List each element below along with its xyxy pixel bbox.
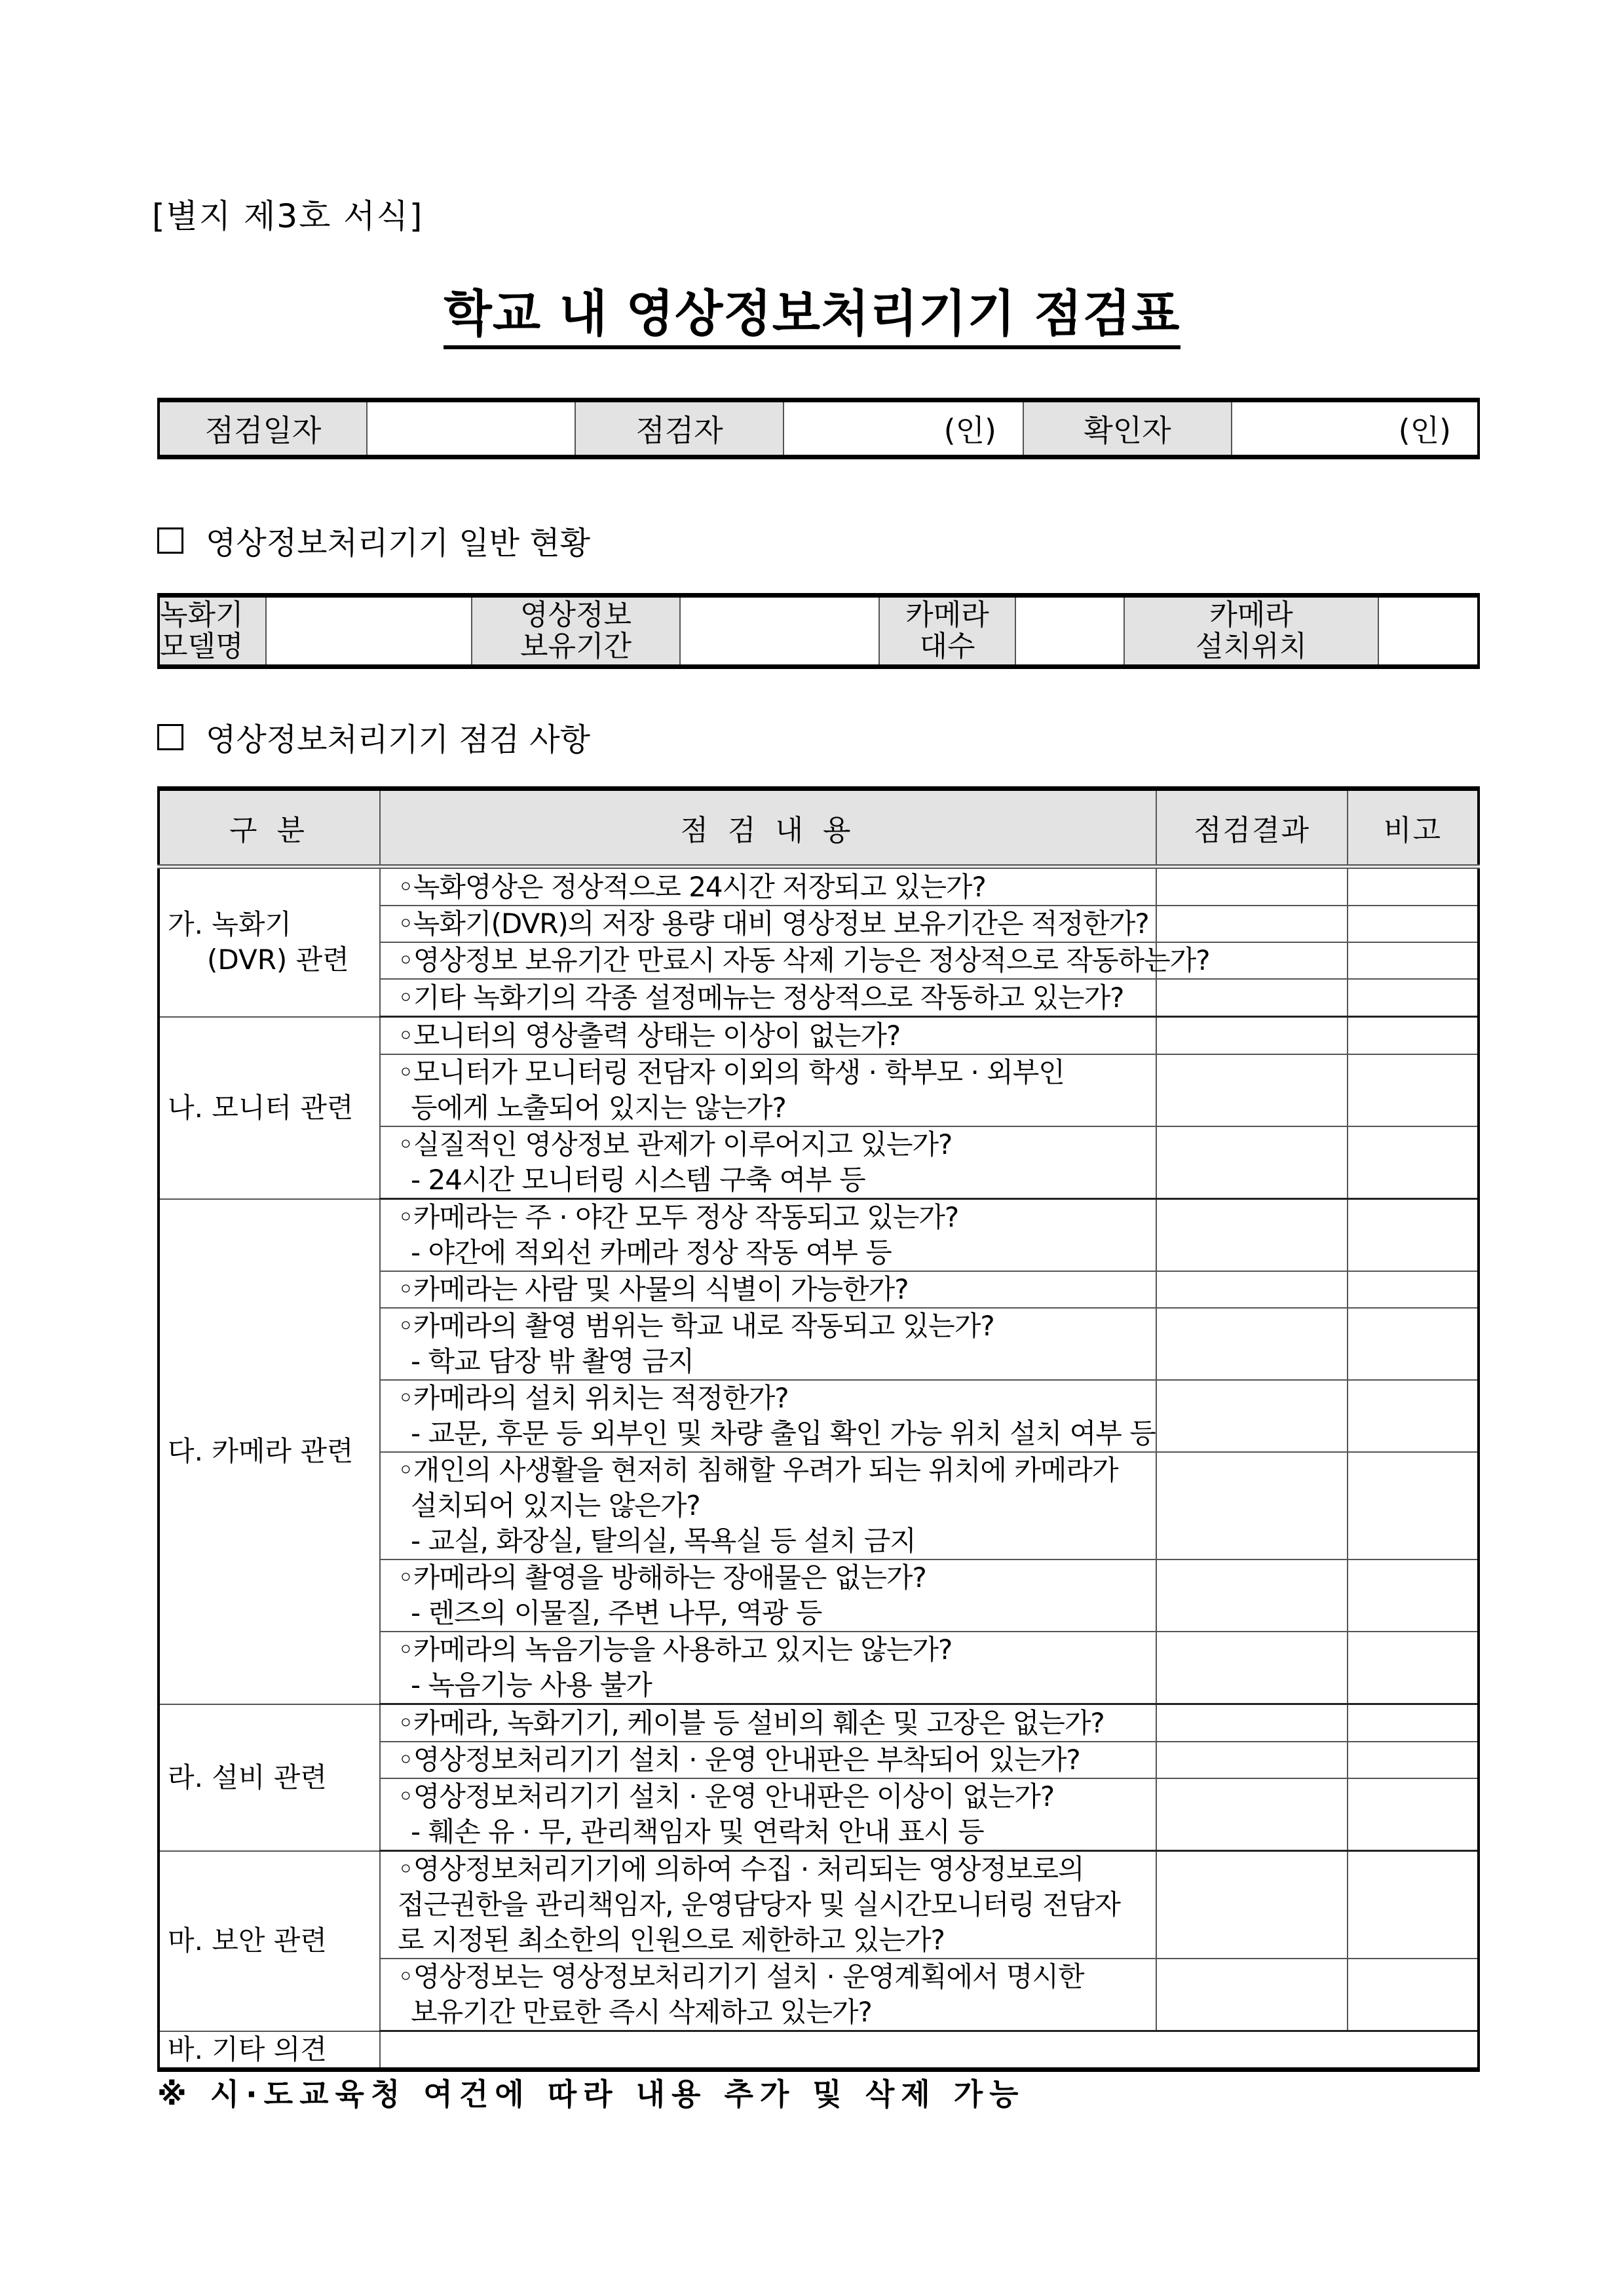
remarks-field[interactable] xyxy=(1348,1271,1479,1308)
dvr-model-field[interactable] xyxy=(266,596,472,667)
checklist-item-text: ◦카메라는 주 · 야간 모두 정상 작동되고 있는가? xyxy=(398,1201,959,1233)
checklist-item-content xyxy=(380,942,1210,979)
inspector-label: 점검자 xyxy=(575,400,784,457)
checklist-item-content xyxy=(380,1271,1156,1308)
camera-count-label: 카메라 대수 xyxy=(879,596,1015,667)
inspection-result-field[interactable] xyxy=(1156,1452,1348,1559)
table-row xyxy=(159,1017,1479,1055)
checklist-item-content xyxy=(380,1017,1156,1055)
checklist-item-text: - 훼손 유 · 무, 관리책임자 및 연락처 안내 표시 등 xyxy=(411,1816,984,1848)
general-status-table xyxy=(157,593,1480,669)
column-header-category: 구 분 xyxy=(159,789,380,867)
remarks-field[interactable] xyxy=(1348,1380,1479,1452)
inspection-result-field[interactable] xyxy=(1156,1742,1348,1778)
confirmer-signature-field[interactable]: (인) xyxy=(1232,400,1479,457)
checklist-item-text: ◦모니터가 모니터링 전담자 이외의 학생 · 학부모 · 외부인 xyxy=(398,1056,1065,1088)
remarks-field[interactable] xyxy=(1348,1778,1479,1851)
checklist-item-content xyxy=(380,1559,1156,1632)
remarks-field[interactable] xyxy=(1348,1851,1479,1959)
checklist-item-text: 접근권한을 관리책임자, 운영담당자 및 실시간모니터링 전담자 xyxy=(398,1888,1120,1921)
inspection-result-field[interactable] xyxy=(1156,1308,1348,1380)
remarks-field[interactable] xyxy=(1348,1959,1479,2031)
retention-period-field[interactable] xyxy=(680,596,879,667)
category-label: (DVR) 관련 xyxy=(207,944,349,976)
category-label: 마. 보안 관련 xyxy=(168,1924,327,1957)
retention-period-label: 영상정보 보유기간 xyxy=(472,596,680,667)
checklist-item-text: 설치되어 있지는 않은가? xyxy=(411,1489,700,1521)
column-header-result: 점검결과 xyxy=(1156,789,1348,867)
checklist-item-content xyxy=(380,867,1156,906)
section-inspection-items-heading xyxy=(157,714,590,759)
inspection-result-field[interactable] xyxy=(1156,1959,1348,2031)
remarks-field[interactable] xyxy=(1348,942,1479,979)
checklist-item-text: - 교실, 화장실, 탈의실, 목욕실 등 설치 금지 xyxy=(411,1525,916,1557)
column-header-content: 점 검 내 용 xyxy=(380,789,1156,867)
table-row-other-opinion xyxy=(159,2031,1479,2070)
inspection-result-field[interactable] xyxy=(1156,1851,1348,1959)
category-cell xyxy=(159,1851,380,2031)
checklist-item-text: ◦영상정보처리기기 설치 · 운영 안내판은 이상이 없는가? xyxy=(398,1780,1055,1812)
inspection-result-field[interactable] xyxy=(1156,867,1348,906)
camera-count-field[interactable] xyxy=(1015,596,1124,667)
checklist-item-text: ◦영상정보처리기기 설치 · 운영 안내판은 부착되어 있는가? xyxy=(398,1744,1080,1776)
checklist-item-content xyxy=(380,1851,1156,1959)
remarks-field[interactable] xyxy=(1348,906,1479,942)
checklist-item-text: ◦카메라의 촬영을 방해하는 장애물은 없는가? xyxy=(398,1561,926,1594)
checklist-item-text: ◦개인의 사생활을 현저히 침해할 우려가 되는 위치에 카메라가 xyxy=(398,1454,1118,1486)
dvr-model-label: 녹화기 모델명 xyxy=(159,596,266,667)
inspector-signature-field[interactable]: (인) xyxy=(784,400,1023,457)
checklist-item-text: ◦카메라, 녹화기기, 케이블 등 설비의 훼손 및 고장은 없는가? xyxy=(398,1706,1105,1739)
checklist-item-content xyxy=(380,1704,1156,1742)
checklist-item-content xyxy=(380,1632,1156,1704)
remarks-field[interactable] xyxy=(1348,1559,1479,1632)
remarks-field[interactable] xyxy=(1348,979,1479,1017)
other-opinion-field[interactable] xyxy=(380,2031,1479,2070)
remarks-field[interactable] xyxy=(1348,1017,1479,1055)
checklist-item-text: - 24시간 모니터링 시스템 구축 여부 등 xyxy=(411,1164,865,1196)
category-label: 나. 모니터 관련 xyxy=(168,1091,354,1124)
table-row xyxy=(159,1199,1479,1272)
checklist-item-text: ◦영상정보는 영상정보처리기기 설치 · 운영계획에서 명시한 xyxy=(398,1961,1084,1993)
table-row xyxy=(159,1704,1479,1742)
remarks-field[interactable] xyxy=(1348,1742,1479,1778)
category-cell xyxy=(159,1704,380,1851)
page-title xyxy=(0,274,1624,345)
checklist-item-text: 등에게 노출되어 있지는 않는가? xyxy=(411,1092,786,1124)
remarks-field[interactable] xyxy=(1348,1452,1479,1559)
checklist-item-text: 보유기간 만료한 즉시 삭제하고 있는가? xyxy=(411,1996,872,2028)
checklist-item-text: - 야간에 적외선 카메라 정상 작동 여부 등 xyxy=(411,1236,892,1269)
checklist-item-content xyxy=(380,1054,1156,1126)
category-cell xyxy=(159,867,380,1017)
checklist-item-text: ◦영상정보 보유기간 만료시 자동 삭제 기능은 정상적으로 작동하는가? xyxy=(398,944,1210,976)
square-checkbox-icon xyxy=(157,527,183,554)
form-number: [별지 제3호 서식] xyxy=(152,197,424,235)
checklist-item-content xyxy=(380,1380,1156,1452)
checklist-item-text: ◦기타 녹화기의 각종 설정메뉴는 정상적으로 작동하고 있는가? xyxy=(398,981,1124,1014)
category-label: 가. 녹화기 xyxy=(168,908,292,941)
category-cell xyxy=(159,1017,380,1199)
checklist-item-text: ◦녹화영상은 정상적으로 24시간 저장되고 있는가? xyxy=(398,870,986,903)
inspection-result-field[interactable] xyxy=(1156,1271,1348,1308)
checklist-item-text: - 녹음기능 사용 불가 xyxy=(411,1669,652,1701)
checklist-item-text: ◦녹화기(DVR)의 저장 용량 대비 영상정보 보유기간은 적정한가? xyxy=(398,908,1149,940)
checklist-item-text: ◦실질적인 영상정보 관제가 이루어지고 있는가? xyxy=(398,1128,953,1160)
remarks-field[interactable] xyxy=(1348,1199,1479,1272)
section-title: 영상정보처리기기 일반 현황 xyxy=(206,525,590,562)
checklist-item-text: ◦카메라의 촬영 범위는 학교 내로 작동되고 있는가? xyxy=(398,1310,994,1342)
checklist-item-content xyxy=(380,1742,1156,1778)
checklist-item-content xyxy=(380,1959,1156,2031)
checklist-item-text: - 교문, 후문 등 외부인 및 차량 출입 확인 가능 위치 설치 여부 등 xyxy=(411,1417,1156,1449)
checklist-item-content xyxy=(380,1199,1156,1272)
inspection-signoff-table xyxy=(157,398,1480,459)
inspection-result-field[interactable] xyxy=(1156,1054,1348,1126)
checklist-item-text: - 학교 담장 밖 촬영 금지 xyxy=(411,1345,694,1377)
category-label: 라. 설비 관련 xyxy=(168,1761,327,1793)
inspection-result-field[interactable] xyxy=(1156,1559,1348,1632)
remarks-field[interactable] xyxy=(1348,1704,1479,1742)
remarks-field[interactable] xyxy=(1348,867,1479,906)
checklist-item-content xyxy=(380,1452,1156,1559)
inspection-result-field[interactable] xyxy=(1156,1126,1348,1199)
inspection-result-field[interactable] xyxy=(1156,1199,1348,1272)
section-general-status-heading xyxy=(157,518,590,563)
checklist-item-text: ◦카메라의 설치 위치는 적정한가? xyxy=(398,1382,789,1414)
remarks-field[interactable] xyxy=(1348,1308,1479,1380)
footnote: ※ 시·도교육청 여건에 따라 내용 추가 및 삭제 가능 xyxy=(157,2076,1025,2112)
remarks-field[interactable] xyxy=(1348,1632,1479,1704)
column-header-remarks: 비고 xyxy=(1348,789,1479,867)
category-cell xyxy=(159,1199,380,1704)
inspection-result-field[interactable] xyxy=(1156,1704,1348,1742)
remarks-field[interactable] xyxy=(1348,1054,1479,1126)
category-label: 다. 카메라 관련 xyxy=(168,1435,354,1467)
checklist-item-text: 로 지정된 최소한의 인원으로 제한하고 있는가? xyxy=(398,1924,945,1956)
checklist-item-text: ◦카메라의 녹음기능을 사용하고 있지는 않는가? xyxy=(398,1634,953,1666)
square-checkbox-icon xyxy=(157,724,183,750)
inspection-checklist-table xyxy=(157,786,1480,2072)
table-row xyxy=(159,1851,1479,1959)
remarks-field[interactable] xyxy=(1348,1126,1479,1199)
checklist-item-content xyxy=(380,906,1156,942)
inspection-result-field[interactable] xyxy=(1156,1632,1348,1704)
other-opinion-label: 바. 기타 의견 xyxy=(159,2031,380,2070)
checklist-item-content xyxy=(380,1308,1156,1380)
table-row xyxy=(159,867,1479,906)
inspection-result-field[interactable] xyxy=(1156,1778,1348,1851)
page-title-text: 학교 내 영상정보처리기기 점검표 xyxy=(444,284,1180,349)
inspection-result-field[interactable] xyxy=(1156,979,1348,1017)
checklist-item-content xyxy=(380,1778,1156,1851)
checklist-item-content xyxy=(380,1126,1156,1199)
camera-location-field[interactable] xyxy=(1378,596,1479,667)
checklist-item-text: ◦카메라는 사람 및 사물의 식별이 가능한가? xyxy=(398,1273,909,1305)
checklist-item-content xyxy=(380,979,1156,1017)
section-title: 영상정보처리기기 점검 사항 xyxy=(206,721,590,758)
checklist-item-text: ◦영상정보처리기기에 의하여 수집 · 처리되는 영상정보로의 xyxy=(398,1853,1084,1885)
checklist-item-text: ◦모니터의 영상출력 상태는 이상이 없는가? xyxy=(398,1019,901,1052)
inspection-result-field[interactable] xyxy=(1156,1380,1348,1452)
checklist-item-text: - 렌즈의 이물질, 주변 나무, 역광 등 xyxy=(411,1597,822,1629)
confirmer-label: 확인자 xyxy=(1023,400,1232,457)
inspection-result-field[interactable] xyxy=(1156,1017,1348,1055)
camera-location-label: 카메라 설치위치 xyxy=(1124,596,1378,667)
inspection-result-field[interactable] xyxy=(1156,906,1348,942)
inspection-date-label: 점검일자 xyxy=(159,400,367,457)
inspection-date-field[interactable] xyxy=(367,400,575,457)
